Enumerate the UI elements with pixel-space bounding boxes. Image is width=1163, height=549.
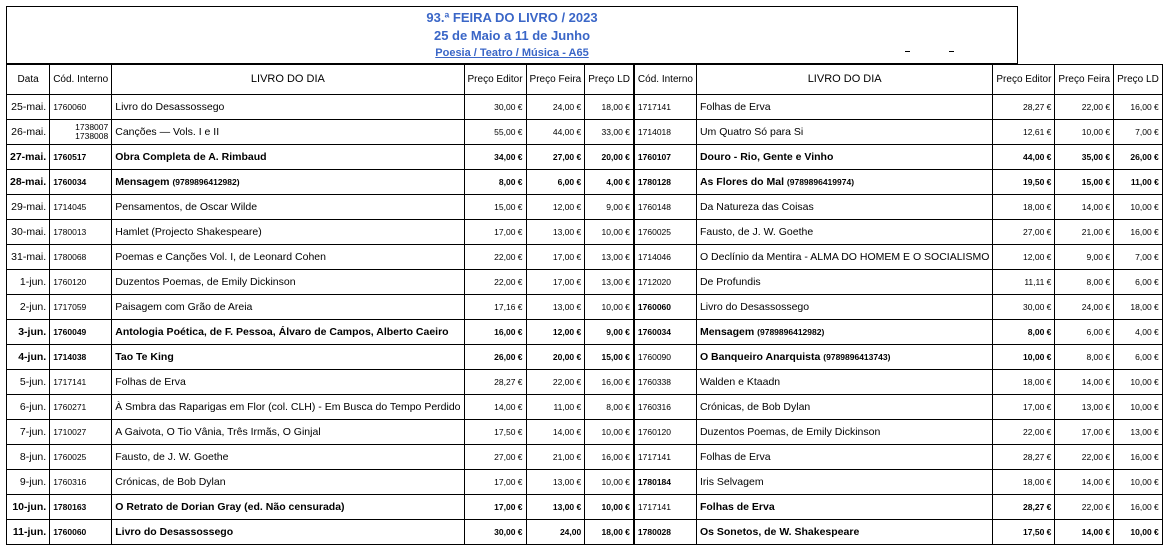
price-editor-cell: 17,50 € [464, 420, 526, 445]
price-fair-cell-right: 21,00 € [1055, 220, 1114, 245]
book-title: Mensagem [699, 326, 755, 338]
price-editor-cell: 55,00 € [464, 120, 526, 145]
book-title: Folhas de Erva [115, 376, 186, 388]
book-title: À Smbra das Raparigas em Flor (col. CLH) - Em Busca do Tempo Perdido [115, 401, 461, 413]
book-title-cell-right [696, 245, 992, 270]
code-cell: 1714045 [50, 195, 112, 220]
price-editor-cell: 8,00 € [464, 170, 526, 195]
code-cell: 1760120 [50, 270, 112, 295]
price-fair-cell-right: 22,00 € [1055, 445, 1114, 470]
code-cell: 1717141 [50, 370, 112, 395]
code-cell-right: 1780128 [634, 170, 696, 195]
date-cell: 2-jun. [7, 295, 50, 320]
book-title: Obra Completa de A. Rimbaud [115, 151, 267, 163]
price-ld-cell: 15,00 € [585, 345, 634, 370]
book-title: Hamlet (Projecto Shakespeare) [115, 226, 262, 238]
price-fair-cell-right: 14,00 € [1055, 520, 1114, 545]
price-ld-cell: 10,00 € [585, 295, 634, 320]
book-title-cell [112, 220, 464, 245]
book-title-cell [112, 170, 464, 195]
date-cell: 27-mai. [7, 145, 50, 170]
isbn-label: (9789896412982) [172, 177, 240, 187]
col-header-price-editor: Preço Editor [464, 65, 526, 95]
price-ld-cell: 13,00 € [585, 245, 634, 270]
price-editor-cell: 16,00 € [464, 320, 526, 345]
table-row [7, 370, 1163, 395]
table-row [7, 445, 1163, 470]
code-cell: 1760271 [50, 395, 112, 420]
book-title-cell-right [696, 170, 992, 195]
price-editor-cell-right: 28,27 € [993, 95, 1055, 120]
price-fair-cell: 6,00 € [526, 170, 585, 195]
price-fair-cell: 24,00 € [526, 95, 585, 120]
price-fair-cell: 12,00 € [526, 195, 585, 220]
code-cell-right: 1717141 [634, 445, 696, 470]
price-ld-cell-right: 18,00 € [1114, 295, 1163, 320]
code-cell: 1760034 [50, 170, 112, 195]
book-title: Duzentos Poemas, de Emily Dickinson [115, 276, 296, 288]
price-ld-cell: 10,00 € [585, 420, 634, 445]
price-ld-cell: 18,00 € [585, 95, 634, 120]
price-fair-cell-right: 15,00 € [1055, 170, 1114, 195]
date-cell: 9-jun. [7, 470, 50, 495]
book-title-cell-right [696, 420, 992, 445]
price-fair-cell-right: 8,00 € [1055, 345, 1114, 370]
table-row [7, 420, 1163, 445]
price-ld-cell: 16,00 € [585, 370, 634, 395]
price-ld-cell-right: 10,00 € [1114, 195, 1163, 220]
book-title: Iris Selvagem [699, 476, 764, 488]
code-cell: 1760060 [50, 95, 112, 120]
book-title: Douro - Rio, Gente e Vinho [699, 151, 834, 163]
price-editor-cell: 15,00 € [464, 195, 526, 220]
book-title-cell [112, 470, 464, 495]
price-ld-cell: 9,00 € [585, 320, 634, 345]
book-title-cell [112, 420, 464, 445]
code-cell-right: 1760120 [634, 420, 696, 445]
book-title-cell [112, 320, 464, 345]
book-title-cell [112, 145, 464, 170]
isbn-label: (9789896412982) [757, 327, 825, 337]
book-title: De Profundis [699, 276, 761, 288]
book-title-cell-right [696, 520, 992, 545]
book-title: Folhas de Erva [699, 501, 775, 513]
price-editor-cell: 34,00 € [464, 145, 526, 170]
price-fair-cell-right: 13,00 € [1055, 395, 1114, 420]
price-editor-cell-right: 22,00 € [993, 420, 1055, 445]
price-fair-cell: 11,00 € [526, 395, 585, 420]
price-fair-cell: 13,00 € [526, 295, 585, 320]
price-editor-cell: 26,00 € [464, 345, 526, 370]
code-cell-right: 1714046 [634, 245, 696, 270]
fair-dates: 25 de Maio a 11 de Junho [433, 28, 591, 43]
price-ld-cell: 16,00 € [585, 445, 634, 470]
price-ld-cell: 4,00 € [585, 170, 634, 195]
price-ld-cell: 10,00 € [585, 470, 634, 495]
book-title: Fausto, de J. W. Goethe [115, 451, 229, 463]
code-cell: 1760049 [50, 320, 112, 345]
book-title: Folhas de Erva [699, 451, 771, 463]
price-ld-cell-right: 26,00 € [1114, 145, 1163, 170]
price-editor-cell-right: 27,00 € [993, 220, 1055, 245]
code-cell-right: 1760025 [634, 220, 696, 245]
code-cell-right: 1780028 [634, 520, 696, 545]
price-ld-cell: 33,00 € [585, 120, 634, 145]
price-fair-cell-right: 10,00 € [1055, 120, 1114, 145]
fair-stand-link[interactable]: Poesia / Teatro / Música - A65 [435, 47, 589, 59]
code-cell: 1760517 [50, 145, 112, 170]
book-title-cell-right [696, 120, 992, 145]
price-editor-cell-right: 11,11 € [993, 270, 1055, 295]
date-cell: 28-mai. [7, 170, 50, 195]
code-cell: 1780163 [50, 495, 112, 520]
price-editor-cell-right: 18,00 € [993, 470, 1055, 495]
book-title-cell-right [696, 445, 992, 470]
price-fair-cell-right: 17,00 € [1055, 420, 1114, 445]
table-row [7, 295, 1163, 320]
col-header-price-editor-right: Preço Editor [993, 65, 1055, 95]
price-ld-cell-right: 4,00 € [1114, 320, 1163, 345]
sheet-header [6, 6, 1018, 64]
col-header-date: Data [7, 65, 50, 95]
header-mark [949, 51, 954, 52]
price-editor-cell: 28,27 € [464, 370, 526, 395]
code-cell-right: 1760090 [634, 345, 696, 370]
price-ld-cell-right: 10,00 € [1114, 520, 1163, 545]
code-cell: 1760316 [50, 470, 112, 495]
price-fair-cell: 17,00 € [526, 270, 585, 295]
book-title: Paisagem com Grão de Areia [115, 301, 253, 313]
date-cell: 31-mai. [7, 245, 50, 270]
price-ld-cell-right: 16,00 € [1114, 95, 1163, 120]
price-editor-cell-right: 17,00 € [993, 395, 1055, 420]
book-title: Poemas e Canções Vol. I, de Leonard Cohen [115, 251, 326, 263]
code-cell-right: 1714018 [634, 120, 696, 145]
table-row [7, 345, 1163, 370]
price-editor-cell-right: 28,27 € [993, 495, 1055, 520]
price-ld-cell-right: 6,00 € [1114, 345, 1163, 370]
table-row [7, 320, 1163, 345]
col-header-code-right: Cód. Interno [634, 65, 696, 95]
table-row [7, 170, 1163, 195]
book-title-cell-right [696, 195, 992, 220]
code-cell-right: 1780184 [634, 470, 696, 495]
price-fair-cell: 22,00 € [526, 370, 585, 395]
col-header-price-fair-right: Preço Feira [1055, 65, 1114, 95]
code-cell-right: 1760316 [634, 395, 696, 420]
price-ld-cell-right: 11,00 € [1114, 170, 1163, 195]
price-editor-cell: 30,00 € [464, 95, 526, 120]
price-ld-cell-right: 16,00 € [1114, 220, 1163, 245]
book-title-cell [112, 520, 464, 545]
book-title: Da Natureza das Coisas [699, 201, 814, 213]
price-ld-cell-right: 6,00 € [1114, 270, 1163, 295]
book-title: Tao Te King [115, 351, 174, 363]
col-header-price-ld: Preço LD [585, 65, 634, 95]
book-title-cell [112, 195, 464, 220]
col-header-book: LIVRO DO DIA [112, 65, 464, 95]
code-cell: 1760060 [50, 520, 112, 545]
table-row [7, 270, 1163, 295]
price-fair-cell: 13,00 € [526, 220, 585, 245]
code-cell-right: 1760060 [634, 295, 696, 320]
book-title-cell [112, 395, 464, 420]
book-title-cell [112, 95, 464, 120]
code-cell-right: 1760148 [634, 195, 696, 220]
book-title-cell-right [696, 345, 992, 370]
book-title-cell [112, 495, 464, 520]
price-ld-cell: 10,00 € [585, 220, 634, 245]
price-editor-cell: 17,00 € [464, 470, 526, 495]
book-title: Antologia Poética, de F. Pessoa, Álvaro de Campos, Alberto Caeiro [115, 326, 449, 338]
price-ld-cell: 20,00 € [585, 145, 634, 170]
date-cell: 5-jun. [7, 370, 50, 395]
price-ld-cell-right: 16,00 € [1114, 445, 1163, 470]
book-title: Walden e Ktaadn [699, 376, 781, 388]
price-fair-cell-right: 24,00 € [1055, 295, 1114, 320]
book-title-cell [112, 295, 464, 320]
book-of-the-day-table [6, 64, 1163, 545]
code-cell-right: 1717141 [634, 495, 696, 520]
book-title: Livro do Desassossego [115, 101, 225, 113]
book-title: Crónicas, de Bob Dylan [699, 401, 811, 413]
price-ld-cell: 18,00 € [585, 520, 634, 545]
price-editor-cell: 17,00 € [464, 220, 526, 245]
price-fair-cell: 21,00 € [526, 445, 585, 470]
table-row [7, 95, 1163, 120]
book-title-cell [112, 245, 464, 270]
price-fair-cell-right: 14,00 € [1055, 195, 1114, 220]
table-row [7, 145, 1163, 170]
table-row [7, 120, 1163, 145]
code-cell: 1780013 [50, 220, 112, 245]
table-row [7, 520, 1163, 545]
book-title: Mensagem [115, 176, 170, 188]
date-cell: 8-jun. [7, 445, 50, 470]
code-cell [50, 120, 112, 145]
book-title: O Banqueiro Anarquista [699, 351, 821, 363]
col-header-price-ld-right: Preço LD [1114, 65, 1163, 95]
price-ld-cell-right: 7,00 € [1114, 245, 1163, 270]
code-cell: 1760025 [50, 445, 112, 470]
price-fair-cell: 13,00 € [526, 495, 585, 520]
code-cell: 1710027 [50, 420, 112, 445]
price-editor-cell-right: 18,00 € [993, 370, 1055, 395]
price-editor-cell-right: 44,00 € [993, 145, 1055, 170]
price-ld-cell: 13,00 € [585, 270, 634, 295]
book-title: Fausto, de J. W. Goethe [699, 226, 814, 238]
price-editor-cell-right: 17,50 € [993, 520, 1055, 545]
price-fair-cell: 24,00 [526, 520, 585, 545]
price-fair-cell: 12,00 € [526, 320, 585, 345]
code-cell: 1780068 [50, 245, 112, 270]
price-fair-cell: 20,00 € [526, 345, 585, 370]
code-cell: 1714038 [50, 345, 112, 370]
date-cell: 26-mai. [7, 120, 50, 145]
price-editor-cell-right: 8,00 € [993, 320, 1055, 345]
isbn-label: (9789896413743) [823, 352, 891, 362]
price-ld-cell-right: 10,00 € [1114, 470, 1163, 495]
price-ld-cell-right: 10,00 € [1114, 370, 1163, 395]
date-cell: 7-jun. [7, 420, 50, 445]
date-cell: 25-mai. [7, 95, 50, 120]
price-fair-cell: 14,00 € [526, 420, 585, 445]
price-fair-cell-right: 8,00 € [1055, 270, 1114, 295]
date-cell: 11-jun. [7, 520, 50, 545]
price-editor-cell-right: 12,00 € [993, 245, 1055, 270]
price-fair-cell-right: 35,00 € [1055, 145, 1114, 170]
price-fair-cell-right: 14,00 € [1055, 370, 1114, 395]
col-header-price-fair: Preço Feira [526, 65, 585, 95]
date-cell: 10-jun. [7, 495, 50, 520]
price-editor-cell-right: 10,00 € [993, 345, 1055, 370]
book-title-cell-right [696, 495, 992, 520]
book-title: Duzentos Poemas, de Emily Dickinson [699, 426, 881, 438]
table-row [7, 470, 1163, 495]
book-title-cell-right [696, 145, 992, 170]
code-cell-right: 1760034 [634, 320, 696, 345]
price-ld-cell-right: 10,00 € [1114, 395, 1163, 420]
price-editor-cell: 27,00 € [464, 445, 526, 470]
book-title-cell [112, 445, 464, 470]
book-title-cell-right [696, 95, 992, 120]
code-line: 1738007 [75, 122, 109, 132]
book-title-cell [112, 120, 464, 145]
book-title: Livro do Desassossego [699, 301, 810, 313]
book-title: Canções — Vols. I e II [115, 126, 220, 138]
table-row [7, 245, 1163, 270]
book-title: Um Quatro Só para Si [699, 126, 804, 138]
book-fair-sheet [6, 6, 1159, 546]
book-title: Folhas de Erva [699, 101, 771, 113]
price-editor-cell: 22,00 € [464, 245, 526, 270]
book-title-cell [112, 345, 464, 370]
price-fair-cell: 13,00 € [526, 470, 585, 495]
price-editor-cell: 14,00 € [464, 395, 526, 420]
book-title: O Retrato de Dorian Gray (ed. Não censurada) [115, 501, 345, 513]
price-editor-cell: 17,16 € [464, 295, 526, 320]
book-title-cell-right [696, 395, 992, 420]
book-title-cell-right [696, 470, 992, 495]
fair-title: 93.ª FEIRA DO LIVRO / 2023 [426, 10, 598, 25]
table-row [7, 395, 1163, 420]
book-title: Livro do Desassossego [115, 526, 234, 538]
table-header-row [7, 65, 1163, 95]
price-editor-cell-right: 30,00 € [993, 295, 1055, 320]
book-title-cell-right [696, 295, 992, 320]
price-ld-cell-right: 13,00 € [1114, 420, 1163, 445]
book-title: O Declínio da Mentira - ALMA DO HOMEM E O SOCIALISMO [699, 251, 990, 263]
price-editor-cell-right: 12,61 € [993, 120, 1055, 145]
price-fair-cell-right: 22,00 € [1055, 95, 1114, 120]
date-cell: 3-jun. [7, 320, 50, 345]
price-ld-cell: 10,00 € [585, 495, 634, 520]
date-cell: 6-jun. [7, 395, 50, 420]
price-editor-cell-right: 28,27 € [993, 445, 1055, 470]
table-row [7, 495, 1163, 520]
code-line: 1738008 [75, 131, 109, 141]
price-ld-cell-right: 7,00 € [1114, 120, 1163, 145]
book-title-cell-right [696, 320, 992, 345]
price-fair-cell-right: 6,00 € [1055, 320, 1114, 345]
book-title-cell-right [696, 220, 992, 245]
book-title-cell [112, 370, 464, 395]
table-row [7, 220, 1163, 245]
col-header-code: Cód. Interno [50, 65, 112, 95]
price-fair-cell: 27,00 € [526, 145, 585, 170]
book-title: As Flores do Mal [699, 176, 784, 188]
book-title-cell-right [696, 370, 992, 395]
price-fair-cell: 44,00 € [526, 120, 585, 145]
price-editor-cell: 17,00 € [464, 495, 526, 520]
code-cell-right: 1760338 [634, 370, 696, 395]
code-cell-right: 1712020 [634, 270, 696, 295]
date-cell: 29-mai. [7, 195, 50, 220]
price-ld-cell-right: 16,00 € [1114, 495, 1163, 520]
date-cell: 4-jun. [7, 345, 50, 370]
price-fair-cell-right: 9,00 € [1055, 245, 1114, 270]
isbn-label: (9789896419974) [786, 177, 855, 187]
price-fair-cell-right: 22,00 € [1055, 495, 1114, 520]
price-editor-cell: 22,00 € [464, 270, 526, 295]
code-cell-right: 1760107 [634, 145, 696, 170]
price-editor-cell-right: 18,00 € [993, 195, 1055, 220]
date-cell: 30-mai. [7, 220, 50, 245]
book-title-cell-right [696, 270, 992, 295]
header-mark [905, 51, 910, 52]
code-cell: 1717059 [50, 295, 112, 320]
book-title: A Gaivota, O Tio Vânia, Três Irmãs, O Ginjal [115, 426, 321, 438]
price-editor-cell: 30,00 € [464, 520, 526, 545]
price-fair-cell: 17,00 € [526, 245, 585, 270]
book-title: Crónicas, de Bob Dylan [115, 476, 226, 488]
col-header-book-right: LIVRO DO DIA [696, 65, 992, 95]
code-cell-right: 1717141 [634, 95, 696, 120]
date-cell: 1-jun. [7, 270, 50, 295]
book-title: Pensamentos, de Oscar Wilde [115, 201, 258, 213]
book-title: Os Sonetos, de W. Shakespeare [699, 526, 860, 538]
price-fair-cell-right: 14,00 € [1055, 470, 1114, 495]
table-row [7, 195, 1163, 220]
book-title-cell [112, 270, 464, 295]
price-ld-cell: 9,00 € [585, 195, 634, 220]
price-ld-cell: 8,00 € [585, 395, 634, 420]
price-editor-cell-right: 19,50 € [993, 170, 1055, 195]
